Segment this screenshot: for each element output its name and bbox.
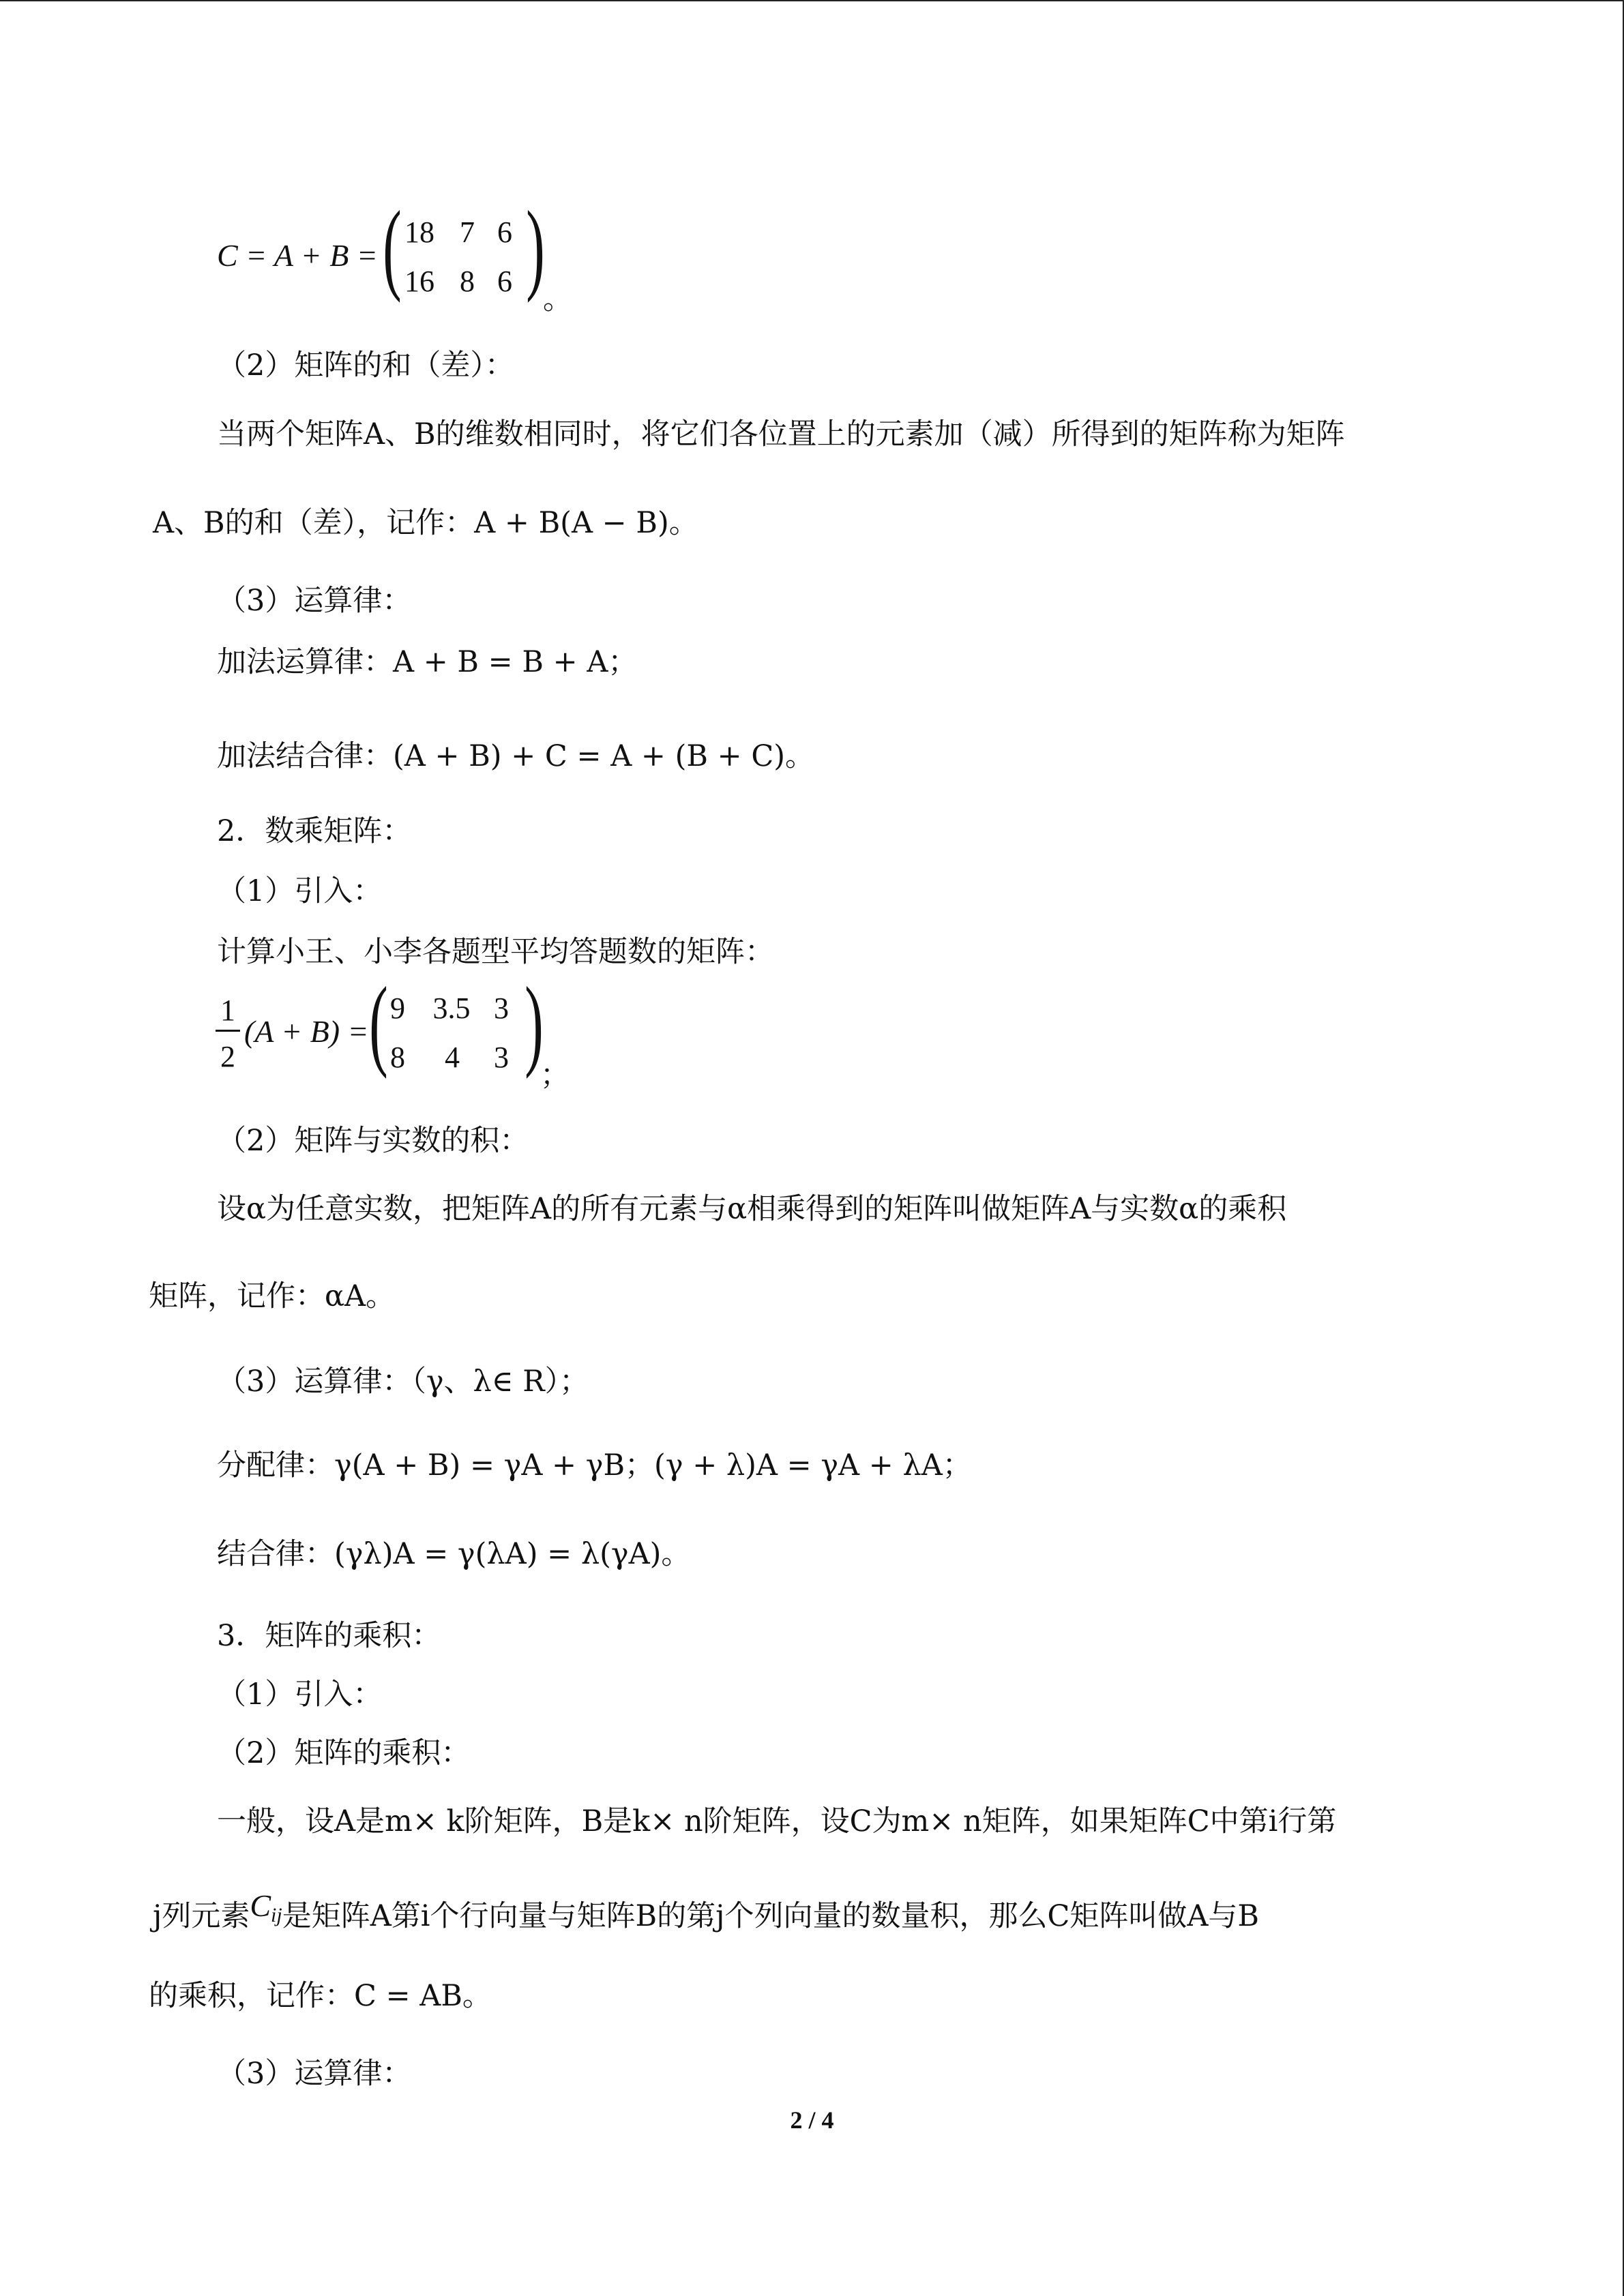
- eq1-cell-0-2: 6: [497, 215, 512, 249]
- s2-3-associative-law: 结合律：(γλ)A = γ(λA) = λ(γA)。: [217, 1537, 691, 1571]
- s2-1-title: （1）引入：: [217, 874, 383, 908]
- eq1-left-paren: (: [383, 190, 402, 303]
- eq2-cell-0-1: 3.5: [432, 992, 471, 1025]
- eq1-cell-1-2: 6: [497, 265, 512, 298]
- eq2-denominator: 2: [220, 1040, 235, 1073]
- element-c-symbol: C: [250, 1888, 271, 1923]
- page-top-border: [0, 0, 1623, 1]
- s2-2-paragraph-line2: 矩阵，记作：αA。: [149, 1279, 396, 1313]
- eq2-cell-0-2: 3: [494, 992, 509, 1025]
- page-number: 2 / 4: [790, 2106, 834, 2134]
- eq2-cell-1-2: 3: [494, 1041, 509, 1074]
- s2-2-paragraph-line1: 设α为任意实数，把矩阵A的所有元素与α相乘得到的矩阵叫做矩阵A与实数α的乘积: [217, 1192, 1287, 1226]
- eq2-fraction-line: [216, 1030, 240, 1032]
- eq1-cell-0-0: 18: [404, 215, 434, 249]
- s1-2-paragraph-line2: A、B的和（差），记作：A + B(A − B)。: [153, 506, 698, 540]
- eq2-cell-1-1: 4: [445, 1041, 460, 1074]
- s2-3-title: （3）运算律：（γ、λ∈ R）；: [217, 1365, 589, 1399]
- s3-2-title: （2）矩阵的乘积：: [217, 1736, 471, 1770]
- eq2-right-paren: ): [525, 966, 544, 1079]
- eq1-lhs: C = A + B =: [217, 238, 378, 273]
- eq2-end: ；: [540, 1058, 570, 1092]
- eq2-mid: (A + B) =: [244, 1014, 369, 1049]
- s3-2-line2-rest: 是矩阵A第i个行向量与矩阵B的第j个列向量的数量积，那么C矩阵叫做A与B: [282, 1899, 1259, 1933]
- s2-3-distributive-law: 分配律：γ(A + B) = γA + γB；(γ + λ)A = γA + λA；: [217, 1448, 972, 1482]
- s3-1-title: （1）引入：: [217, 1678, 383, 1712]
- eq2-left-paren: (: [369, 966, 388, 1079]
- s3-2-paragraph-line1: 一般，设A是m× k阶矩阵，B是k× n阶矩阵，设C为m× n矩阵，如果矩阵C中第i行第: [217, 1804, 1337, 1838]
- eq2-cell-1-0: 8: [390, 1041, 405, 1074]
- s1-2-paragraph-line1: 当两个矩阵A、B的维数相同时，将它们各位置上的元素加（减）所得到的矩阵称为矩阵: [217, 417, 1345, 451]
- s1-2-title: （2）矩阵的和（差）：: [217, 348, 514, 383]
- s3-title: 3．矩阵的乘积：: [217, 1619, 441, 1653]
- eq2-cell-0-0: 9: [390, 992, 405, 1025]
- s1-3-addition-law: 加法运算律：A + B = B + A；: [217, 645, 638, 679]
- eq1-matrix: [382, 190, 546, 303]
- s3-3-title: （3）运算律：: [217, 2057, 412, 2091]
- s3-2-line2-start: j列元素: [153, 1899, 250, 1933]
- s1-3-title: （3）运算律：: [217, 584, 412, 618]
- s3-2-paragraph-line2: [153, 1888, 1259, 1933]
- s3-2-paragraph-line3: 的乘积，记作：C = AB。: [149, 1979, 492, 2013]
- eq2-matrix: [368, 966, 546, 1079]
- eq2-numerator: 1: [220, 994, 235, 1027]
- eq1-cell-1-0: 16: [404, 265, 434, 298]
- s2-1-paragraph: 计算小王、小李各题型平均答题数的矩阵：: [217, 935, 774, 969]
- s1-3-associative-law: 加法结合律：(A + B) + C = A + (B + C)。: [217, 739, 815, 773]
- s2-title: 2．数乘矩阵：: [217, 814, 412, 848]
- element-c-subscript: ij: [271, 1904, 282, 1926]
- eq1-cell-1-1: 8: [460, 265, 475, 298]
- eq1-right-paren: ): [526, 190, 545, 303]
- s2-2-title: （2）矩阵与实数的积：: [217, 1124, 529, 1158]
- eq1-cell-0-1: 7: [460, 215, 475, 249]
- eq1-end: 。: [543, 282, 572, 316]
